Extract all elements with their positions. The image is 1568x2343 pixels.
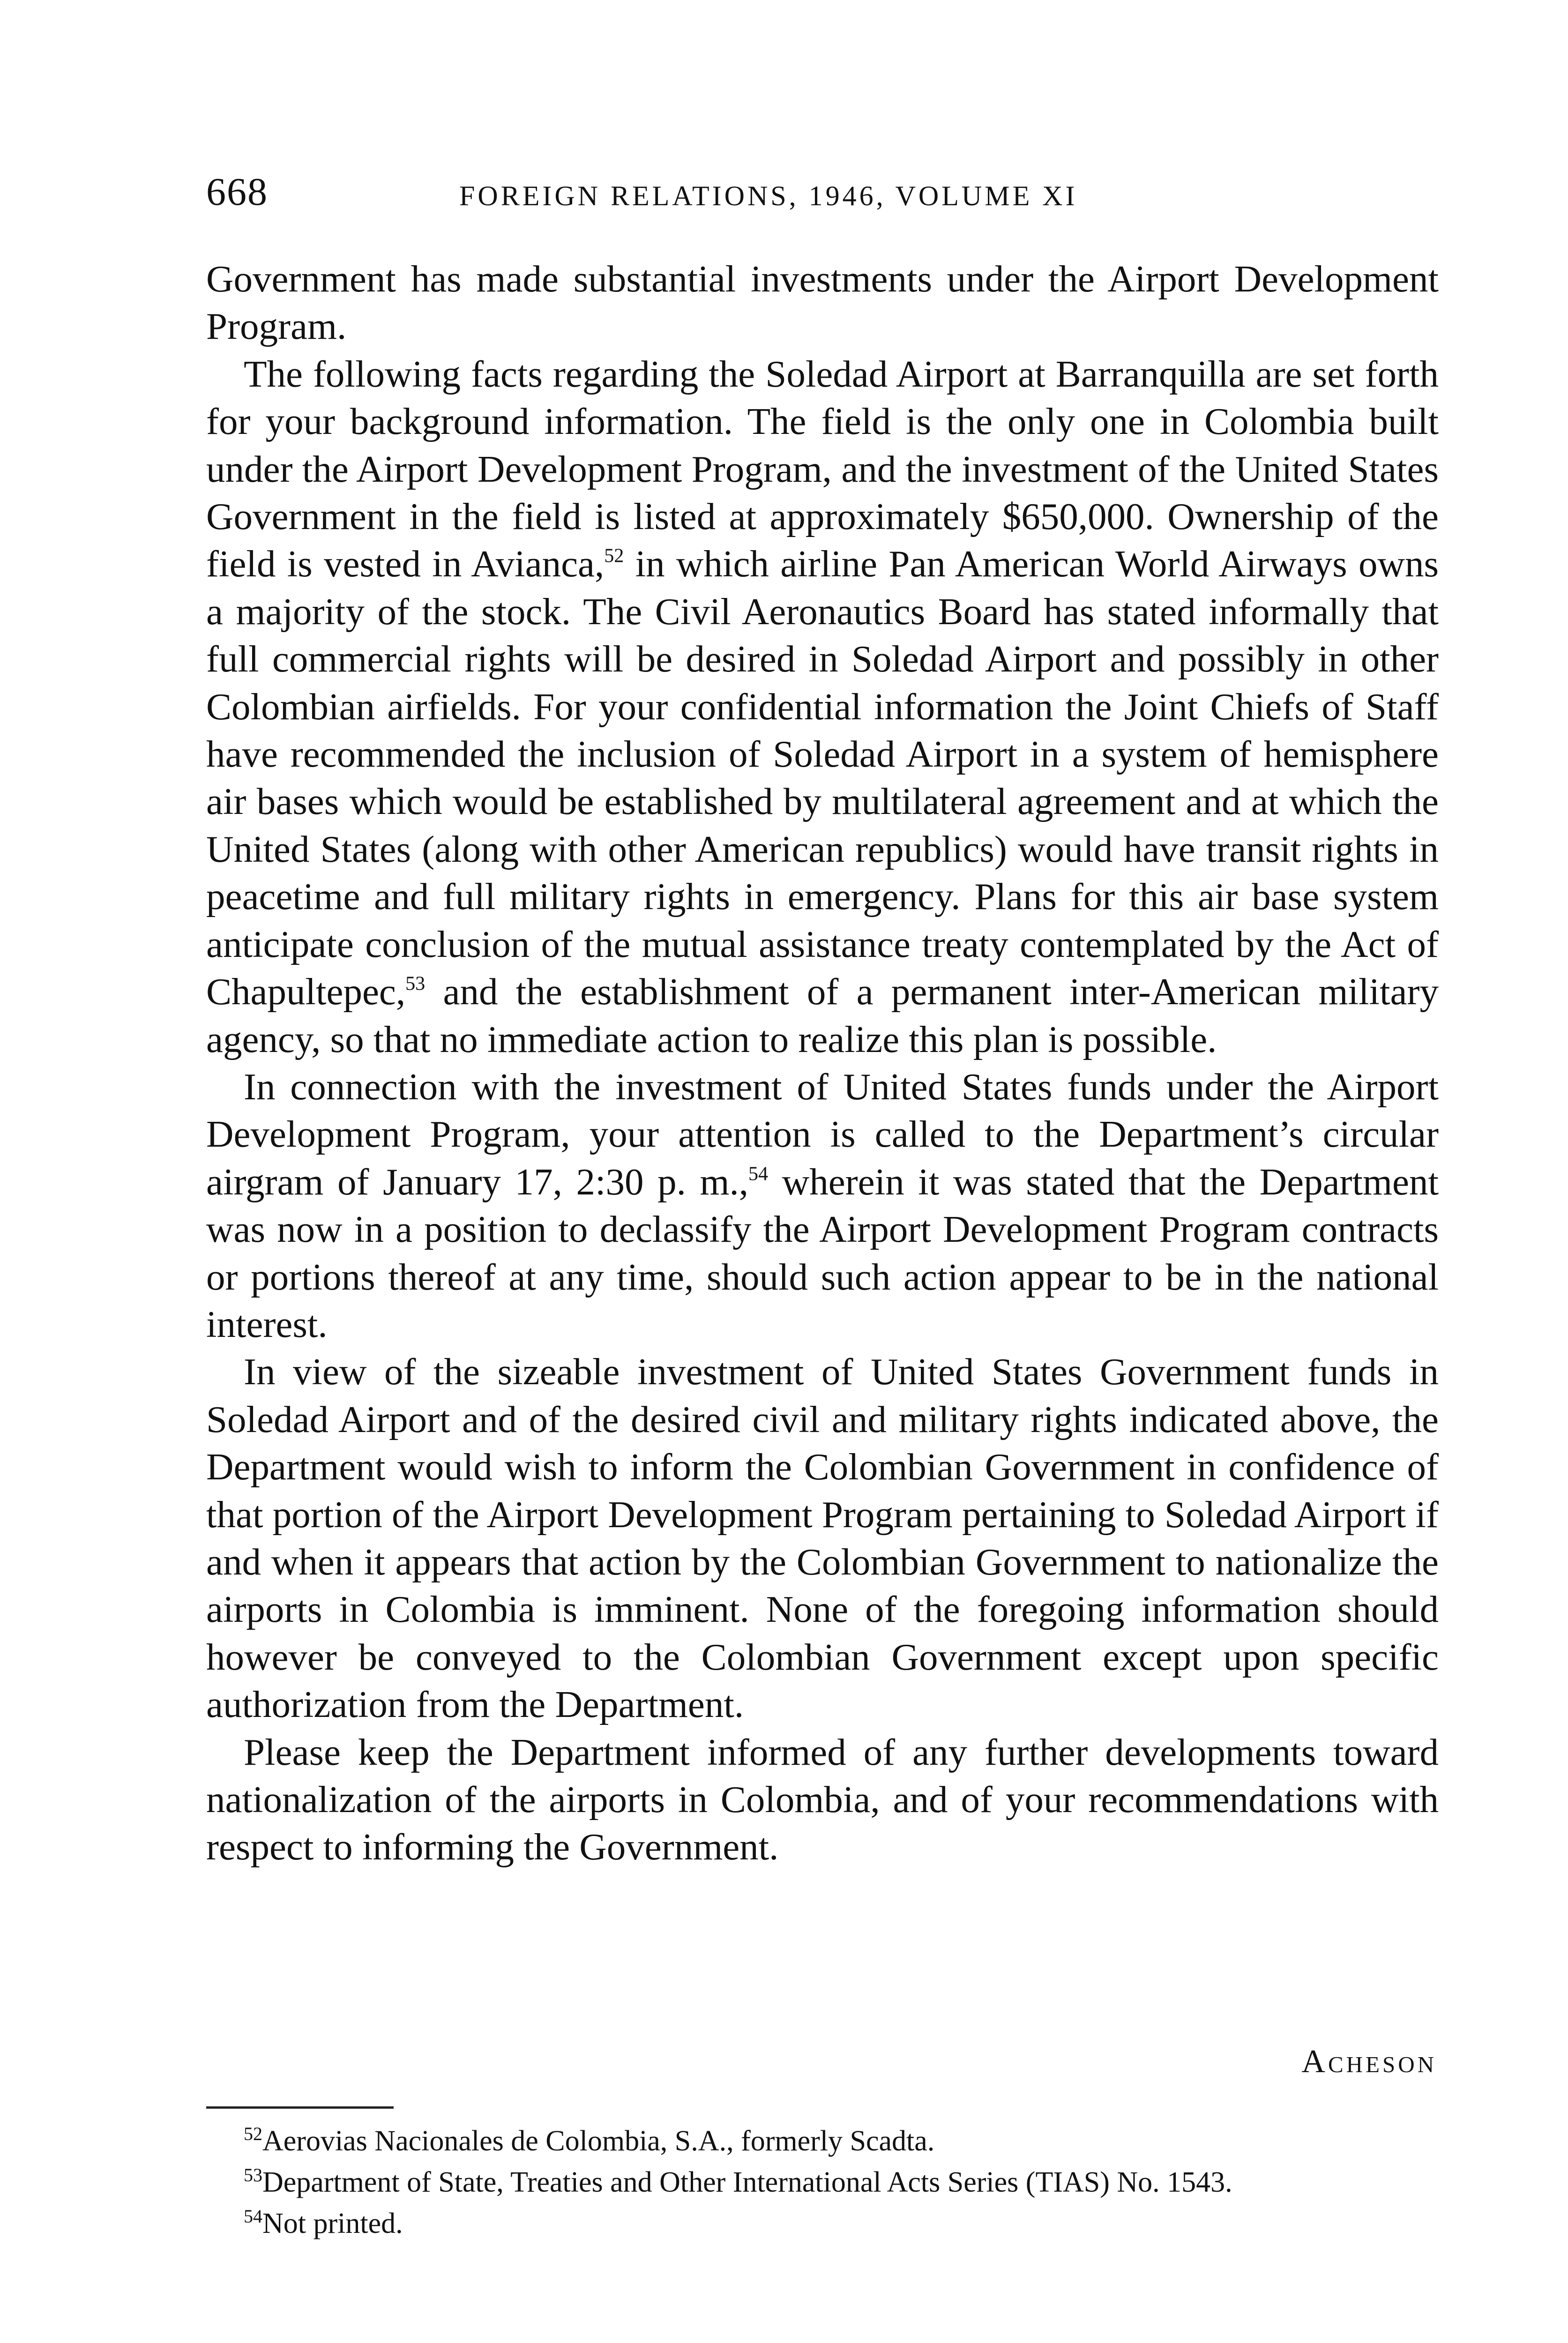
paragraph-text: In view of the sizeable investment of United States Government funds in Soledad Airport and of the desired civil and military rights indicated above, the Department would wish to inform the Colombian Government in confidence of that portion of the Airport Development Program pertaining to Soledad Airport if and when it appears that action by the Colombian Government to nationalize the airports in Colombia is imminent. None of the foregoing information should however be conveyed to the Colombian Government except upon specific authorization from the Department. — [206, 1351, 1439, 1726]
page-header — [206, 169, 1443, 216]
footnote-text: Aerovias Nacionales de Colombia, S.A., formerly Scadta. — [262, 2125, 935, 2157]
footnote-reference[interactable]: 53 — [405, 972, 426, 995]
paragraph-text: In connection with the investment of United States funds under the Airport Development Program, your attention is called to the Department’s circular airgram of January 17, 2:30 p. m., — [206, 1065, 1439, 1203]
footnote-marker: 54 — [244, 2206, 262, 2227]
paragraph — [206, 255, 1439, 351]
paragraph-text: The following facts regarding the Soledad Airport at Barranquilla are set forth for your background information. The field is the only one in Colombia built under the Airport Development Program, and the investment of the United States Government in the field is listed at approximately $650,000. Ownership of the field is vested in Avianca, — [206, 352, 1439, 585]
footnote-text: Department of State, Treaties and Other International Acts Series (TIAS) No. 1543. — [262, 2166, 1232, 2198]
paragraph — [206, 1063, 1439, 1348]
paragraph-text: wherein it was stated that the Department was now in a position to declassify the Airport Development Program contracts or portions thereof at any time, should such action appear to be in the national interest. — [206, 1160, 1439, 1345]
paragraph-text: and the establishment of a permanent inter-American military agency, so that no immediate action to realize this plan is possible. — [206, 970, 1439, 1060]
paragraph-text: Please keep the Department informed of any further developments toward nationalization of the airports in Colombia, and of your recommendations with respect to informing the Government. — [206, 1731, 1439, 1868]
body-text — [206, 255, 1439, 1871]
page-number: 668 — [206, 170, 268, 214]
paragraph — [206, 1348, 1439, 1728]
footnote-marker: 53 — [244, 2164, 262, 2186]
running-head: FOREIGN RELATIONS, 1946, VOLUME XI — [459, 180, 1078, 211]
footnote-reference[interactable]: 52 — [604, 545, 624, 567]
footnote — [206, 2203, 1429, 2244]
footnote — [206, 2120, 1429, 2162]
paragraph-text: in which airline Pan American World Airways owns a majority of the stock. The Civil Aeronautics Board has stated informally that full commercial rights will be desired in Soledad Airport and possibly in other Colombian airfields. For your confidential information the Joint Chiefs of Staff have recommended the inclusion of Soledad Airport in a system of hemisphere air bases which would be established by multilateral agreement and at which the United States (along with other American republics) would have transit rights in peacetime and full military rights in emergency. Plans for this air base system anticipate conclusion of the mutual assistance treaty contemplated by the Act of Chapultepec, — [206, 543, 1439, 1013]
footnote-marker: 52 — [244, 2123, 262, 2144]
footnotes — [206, 2120, 1429, 2244]
footnote — [206, 2162, 1429, 2203]
paragraph — [206, 1729, 1439, 1871]
paragraph — [206, 351, 1439, 1063]
signature: Acheson — [1301, 2044, 1437, 2080]
footnote-reference[interactable]: 54 — [748, 1163, 769, 1185]
footnote-divider — [206, 2106, 394, 2109]
footnote-text: Not printed. — [262, 2208, 403, 2239]
paragraph-text: Government has made substantial investments under the Airport Development Program. — [206, 258, 1439, 348]
